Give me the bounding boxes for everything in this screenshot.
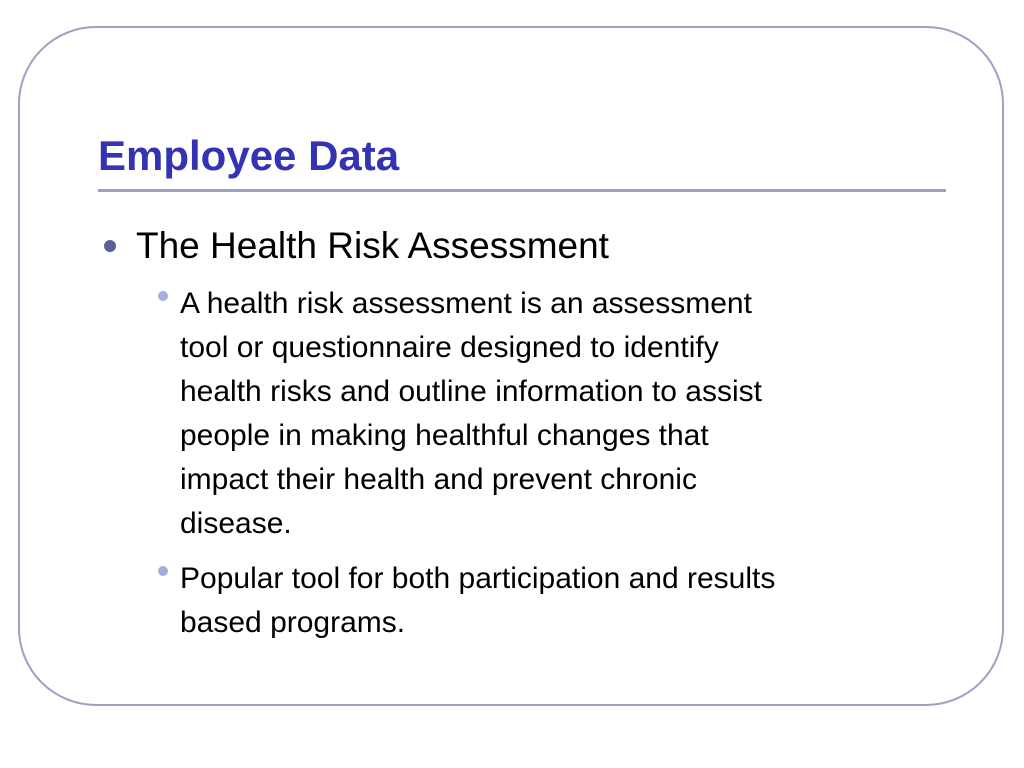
- text-line: Popular tool for both participation and results: [180, 562, 776, 595]
- sub-bullet-text-2: [180, 557, 940, 645]
- title-divider: [98, 189, 946, 192]
- text-line: impact their health and prevent chronic: [180, 463, 697, 496]
- bullet-dot-icon: [104, 240, 116, 252]
- slide-title: Employee Data: [98, 132, 400, 179]
- sub-bullet-text-1: [180, 282, 940, 546]
- text-line: based programs.: [180, 606, 406, 639]
- text-line: A health risk assessment is an assessment: [180, 287, 752, 320]
- bullet-text: The Health Risk Assessment: [136, 225, 609, 266]
- text-line: people in making healthful changes that: [180, 419, 709, 452]
- text-line: disease.: [180, 507, 292, 540]
- sub-bullet-dot-icon: [158, 291, 168, 301]
- text-line: tool or questionnaire designed to identify: [180, 331, 719, 364]
- sub-bullet-dot-icon: [158, 566, 168, 576]
- text-line: health risks and outline information to assist: [180, 375, 762, 408]
